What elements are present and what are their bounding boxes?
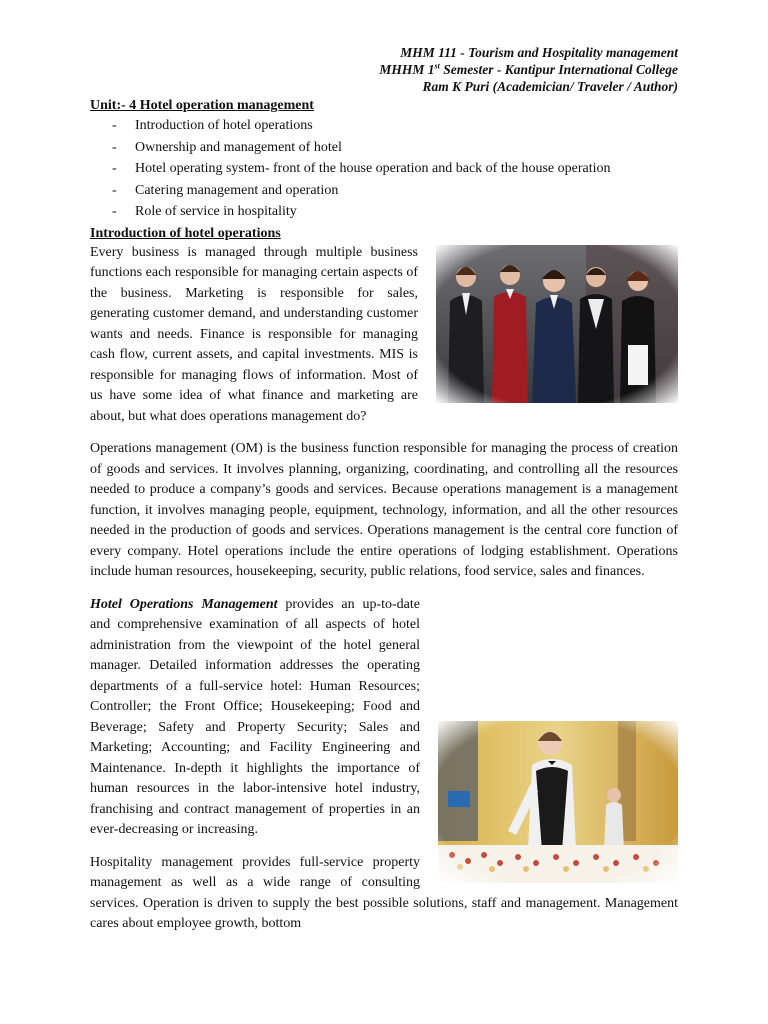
topic-item: - Hotel operating system- front of the house operation and back of the house operation — [112, 161, 611, 177]
hospitality-management-paragraph: Hospitality management provides full-service property management as well as a wide range of consulting services. Operation is driven to supply the best possible solutions, staff and management. Management cares about employee growth, bottom — [90, 854, 678, 932]
topic-item: - Ownership and management of hotel — [112, 139, 342, 155]
operations-paragraph: Operations management (OM) is the business function responsible for managing the process of creation of goods and services. It involves planning, organizing, coordinating, and controlling all the resources needed to produce a company’s goods and services. Because operations management is a management function, it involves managing people, equipment, technology, information, and all the other resources needed in the production of goods and services. Operations management is the central core function of every company. Hotel operations include the entire operations of lodging establishment. Operations include human resources, housekeeping, security, public relations, food service, sales and finances. — [90, 441, 678, 580]
topic-item: - Role of service in hospitality — [112, 204, 297, 220]
hotel-operations-management-paragraph: Hotel Operations Management provides an up-to-date and comprehensive examination of all aspects of hotel administration from the viewpoint of the hotel general manager. Detailed information addresses the operating departments of a full-service hotel: Human Resources; Controller; the Front Office; Housekeeping; Food and Beverage; Safety and Property Security; Sales and Marketing; Accounting; and Facility Engineering and Maintenance. In-depth it highlights the importance of human resources in the labor-intensive hotel industry, franchising and contract management of properties in an ever-decreasing or increasing. — [90, 596, 420, 838]
author-line: Ram K Puri (Academician/ Traveler / Author) — [422, 79, 678, 94]
section-title: Introduction of hotel operations — [90, 225, 281, 241]
catering-service-photo — [438, 721, 678, 883]
topic-item: - Catering management and operation — [112, 182, 339, 198]
document-page — [90, 44, 678, 935]
unit-title: Unit:- 4 Hotel operation management — [90, 98, 314, 113]
topic-item: - Introduction of hotel operations — [112, 118, 313, 133]
intro-paragraph: Every business is managed through multiple business functions each responsible for managing certain aspects of the business. Marketing is responsible for sales, generating customer demand, and understanding customer wants and needs. Finance is responsible for managing cash flow, current assets, and capital investments. MIS is responsible for managing flows of information. Most of us have some idea of what finance and marketing are about, but what does operations management do? — [90, 244, 418, 424]
course-title: MHM 111 - Tourism and Hospitality management — [400, 45, 678, 60]
semester-line: MHHM 1st Semester - Kantipur International College — [379, 61, 678, 77]
document-header — [90, 44, 678, 95]
topic-list — [90, 115, 678, 223]
hotel-staff-photo — [436, 245, 678, 403]
